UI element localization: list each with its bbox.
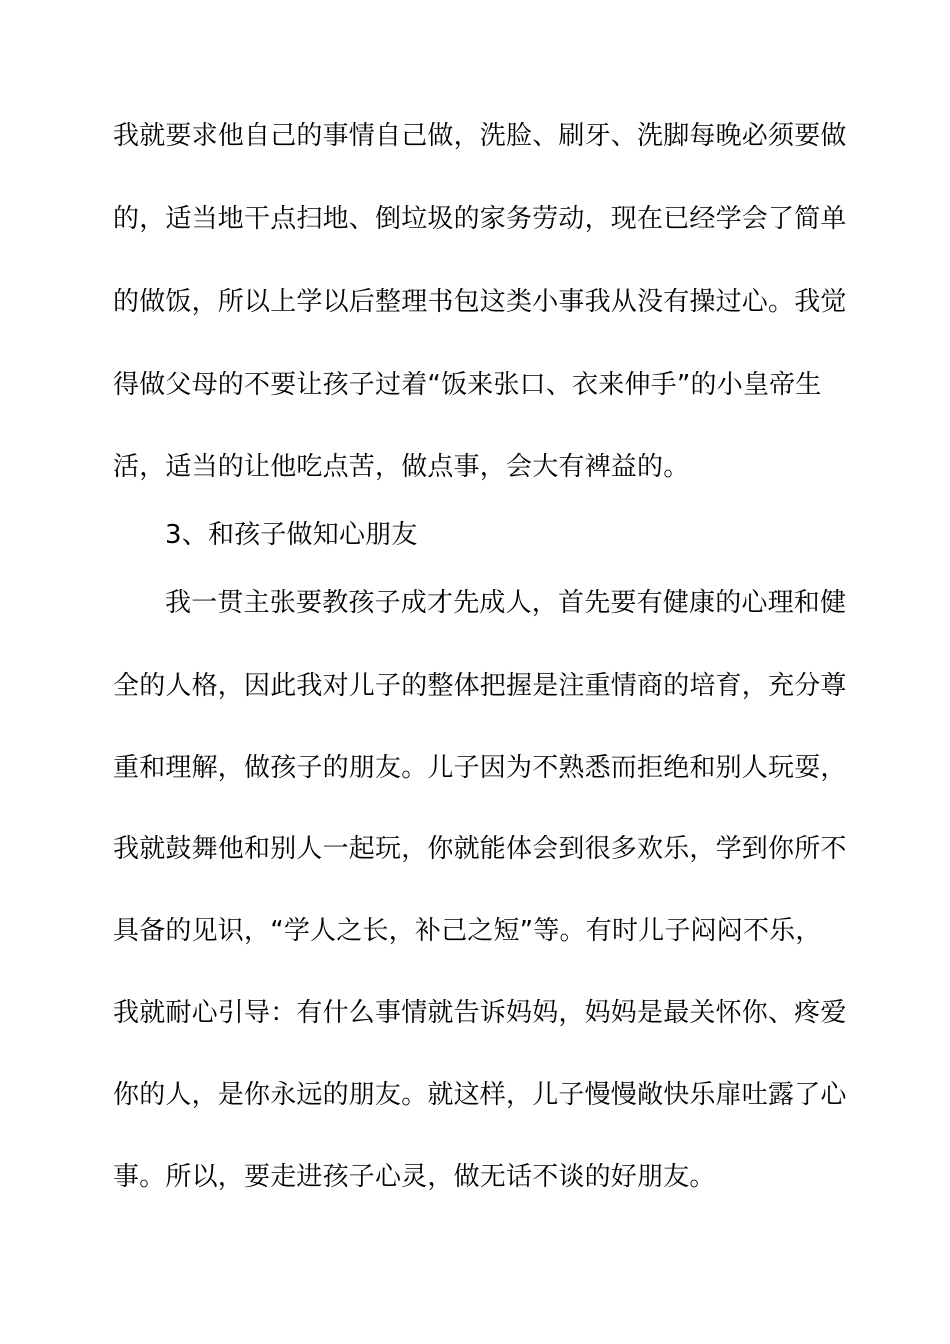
text-line: 的，适当地干点扫地、倒垃圾的家务劳动，现在已经学会了简单 bbox=[113, 204, 847, 234]
section-heading: 3、和孩子做知心朋友 bbox=[165, 520, 418, 550]
text-line: 得做父母的不要让孩子过着“饭来张口、衣来伸手”的小皇帝生 bbox=[113, 370, 822, 400]
text-line: 重和理解，做孩子的朋友。儿子因为不熟悉而拒绝和别人玩耍， bbox=[113, 753, 847, 783]
text-line: 全的人格，因此我对儿子的整体把握是注重情商的培育，充分尊 bbox=[113, 671, 847, 701]
text-line: 具备的见识，“学人之长，补己之短”等。有时儿子闷闷不乐， bbox=[113, 916, 822, 946]
text-line: 你的人，是你永远的朋友。就这样，儿子慢慢敞快乐扉吐露了心 bbox=[113, 1080, 847, 1110]
text-line: 我就鼓舞他和别人一起玩，你就能体会到很多欢乐，学到你所不 bbox=[113, 834, 847, 864]
text-line: 事。所以，要走进孩子心灵，做无话不谈的好朋友。 bbox=[113, 1162, 716, 1192]
text-line: 我就耐心引导：有什么事情就告诉妈妈，妈妈是最关怀你、疼爱 bbox=[113, 998, 847, 1028]
text-line: 我就要求他自己的事情自己做，洗脸、刷牙、洗脚每晚必须要做 bbox=[113, 121, 847, 151]
text-line: 的做饭，所以上学以后整理书包这类小事我从没有操过心。我觉 bbox=[113, 287, 847, 317]
text-line: 活，适当的让他吃点苦，做点事，会大有裨益的。 bbox=[113, 452, 690, 482]
text-line: 我一贯主张要教孩子成才先成人，首先要有健康的心理和健 bbox=[165, 588, 847, 618]
